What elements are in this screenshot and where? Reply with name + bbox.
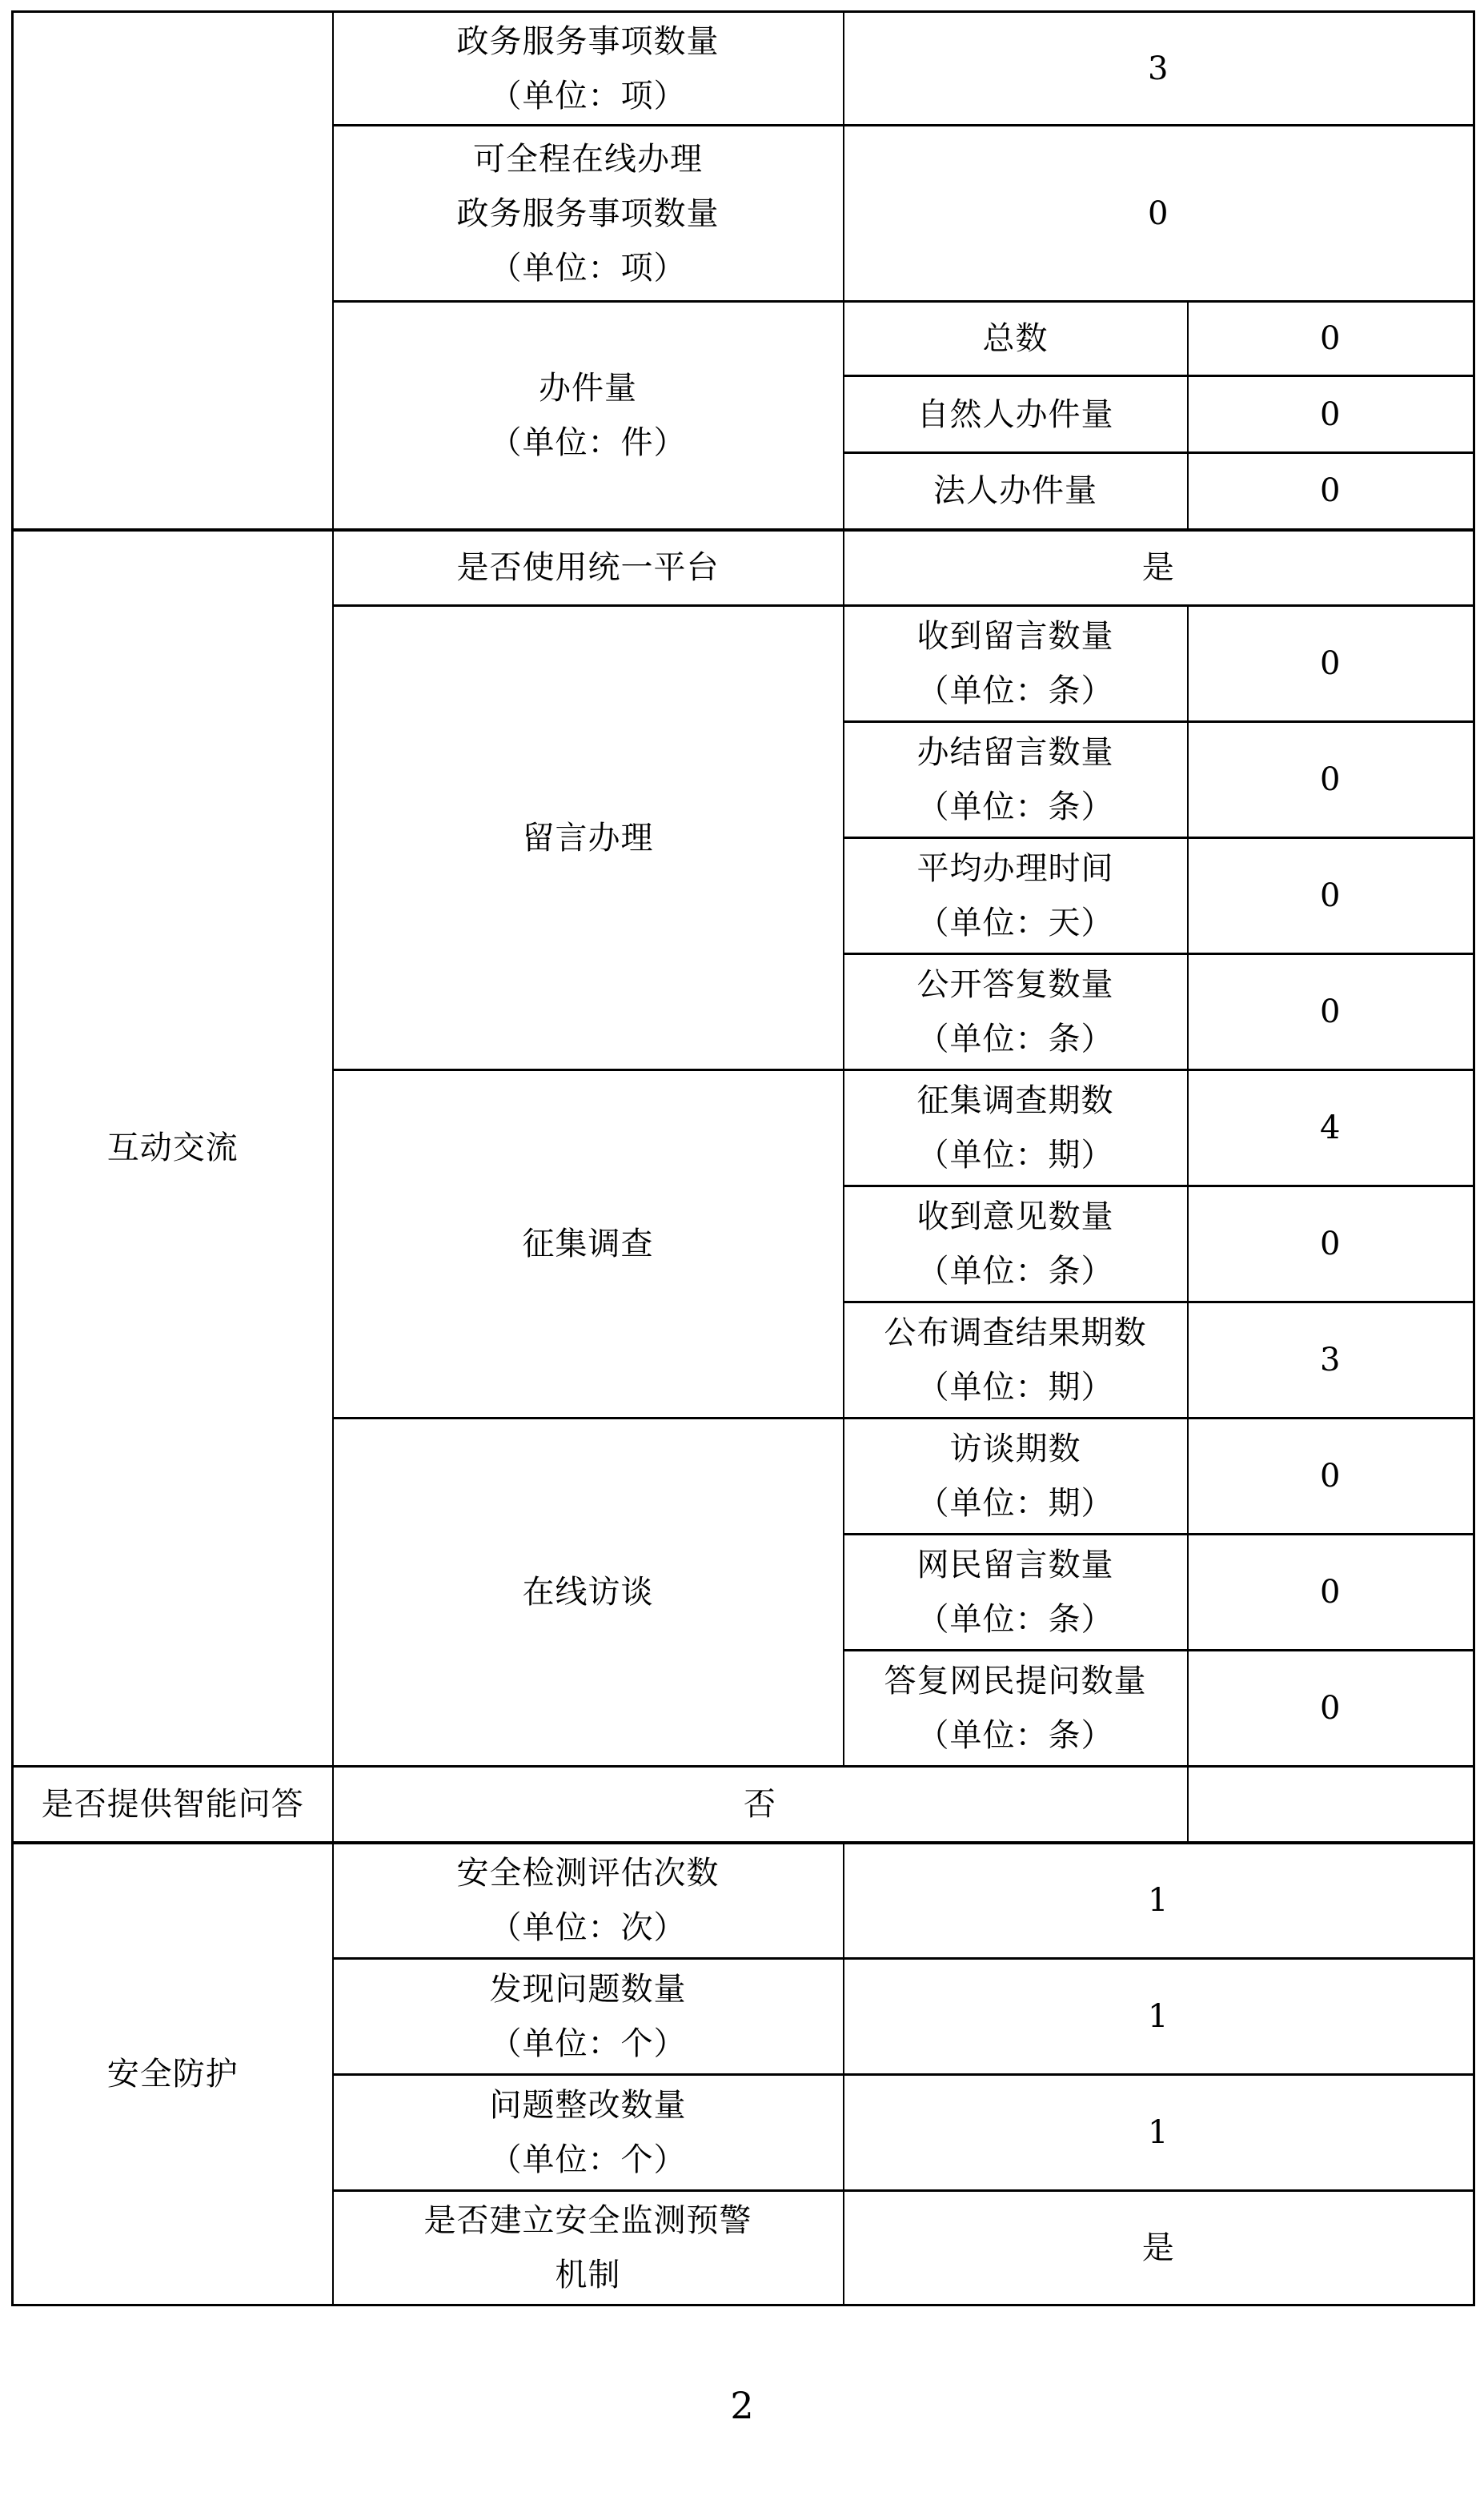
item-label: 问题整改数量: [489, 2087, 687, 2124]
subitem-label: 答复网民提问数量: [884, 1663, 1147, 1699]
subitem-unit: （单位：天）: [916, 905, 1114, 941]
value-cell: 3: [1188, 1302, 1474, 1419]
value-cell: 3: [844, 12, 1474, 126]
subitem-label: 公布调查结果期数: [884, 1314, 1147, 1351]
item-cell-problems-fixed: [333, 2075, 844, 2191]
subitem-cell: [844, 606, 1188, 722]
subitem-unit: （单位：条）: [916, 672, 1114, 709]
item-label: 是否建立安全监测预警: [423, 2202, 752, 2239]
item-unit: （单位：次）: [489, 1909, 687, 1947]
group-cell-interviews: 在线访谈: [333, 1419, 844, 1767]
item-cell-smart-qa: 是否提供智能问答: [13, 1767, 333, 1843]
subitem-unit: （单位：期）: [916, 1369, 1114, 1406]
subitem-label: 网民留言数量: [916, 1547, 1114, 1583]
item-unit: （单位：个）: [489, 2141, 687, 2178]
group-cell-message-handling: 留言办理: [333, 606, 844, 1070]
value-cell: 是: [844, 2191, 1474, 2305]
item-label: 政务服务事项数量: [456, 22, 720, 60]
value-cell: 1: [844, 1843, 1474, 1959]
value-cell: 0: [1188, 606, 1474, 722]
subitem-label: 征集调查期数: [916, 1082, 1114, 1119]
value-cell: 0: [844, 126, 1474, 302]
value-cell: 0: [1188, 1419, 1474, 1535]
category-cell-interaction: 互动交流: [13, 530, 333, 1767]
value-cell: 1: [844, 2075, 1474, 2191]
item-unit: （单位：项）: [489, 77, 687, 114]
page-number: 2: [730, 2384, 754, 2427]
subitem-cell: 自然人办件量: [844, 376, 1188, 453]
subitem-unit: （单位：期）: [916, 1137, 1114, 1174]
value-cell: 4: [1188, 1070, 1474, 1186]
subitem-unit: （单位：条）: [916, 1717, 1114, 1754]
value-cell: 是: [844, 530, 1474, 606]
subitem-cell: 总数: [844, 302, 1188, 376]
item-label: 发现问题数量: [489, 1971, 687, 2008]
subitem-unit: （单位：条）: [916, 1601, 1114, 1638]
item-label: 可全程在线办理: [473, 140, 703, 178]
category-cell-security: 安全防护: [13, 1843, 333, 2305]
item-cell-monitoring-mechanism: [333, 2191, 844, 2305]
subitem-label: 收到留言数量: [916, 618, 1114, 655]
item-label: 安全检测评估次数: [456, 1855, 720, 1892]
subitem-cell: [844, 838, 1188, 954]
item-unit: （单位：项）: [489, 249, 687, 287]
table-row: [13, 12, 1474, 126]
value-cell: 0: [1188, 1186, 1474, 1302]
item-unit: （单位：个）: [489, 2025, 687, 2062]
table-row: [13, 530, 1474, 606]
subitem-unit: （单位：期）: [916, 1485, 1114, 1522]
value-cell: 0: [1188, 302, 1474, 376]
item-cell-online-service-items: [333, 126, 844, 302]
table-row: [13, 1767, 1474, 1843]
value-cell: 0: [1188, 838, 1474, 954]
table-row: [13, 1843, 1474, 1959]
value-cell: 0: [1188, 722, 1474, 838]
group-cell-case-volume: [333, 302, 844, 530]
group-label: 办件量: [539, 369, 637, 407]
subitem-label: 办结留言数量: [916, 734, 1114, 771]
value-cell: 0: [1188, 453, 1474, 530]
value-cell: 1: [844, 1959, 1474, 2075]
value-cell: 0: [1188, 954, 1474, 1070]
value-cell: 0: [1188, 1535, 1474, 1651]
subitem-cell: [844, 1302, 1188, 1419]
subitem-label: 公开答复数量: [916, 966, 1114, 1003]
subitem-unit: （单位：条）: [916, 1253, 1114, 1290]
subitem-cell: [844, 1186, 1188, 1302]
group-cell-surveys: 征集调查: [333, 1070, 844, 1419]
subitem-cell: [844, 1070, 1188, 1186]
subitem-cell: [844, 1535, 1188, 1651]
value-cell: 否: [333, 1767, 1188, 1843]
subitem-cell: [844, 722, 1188, 838]
subitem-cell: [844, 1651, 1188, 1767]
value-cell: 0: [1188, 376, 1474, 453]
group-unit: （单位：件）: [489, 423, 687, 461]
category-cell-empty: [13, 12, 333, 530]
subitem-label: 收到意见数量: [916, 1198, 1114, 1235]
subitem-cell: [844, 954, 1188, 1070]
item-cell-security-checks: [333, 1843, 844, 1959]
subitem-label: 平均办理时间: [916, 850, 1114, 887]
item-label: 机制: [555, 2257, 621, 2293]
report-table: [11, 10, 1475, 2306]
subitem-cell: [844, 1419, 1188, 1535]
value-cell: 0: [1188, 1651, 1474, 1767]
item-cell-problems-found: [333, 1959, 844, 2075]
subitem-cell: 法人办件量: [844, 453, 1188, 530]
item-cell-unified-platform: 是否使用统一平台: [333, 530, 844, 606]
subitem-unit: （单位：条）: [916, 1021, 1114, 1057]
subitem-unit: （单位：条）: [916, 789, 1114, 825]
item-cell-service-items: [333, 12, 844, 126]
subitem-label: 访谈期数: [949, 1431, 1081, 1467]
item-label: 政务服务事项数量: [456, 195, 720, 232]
